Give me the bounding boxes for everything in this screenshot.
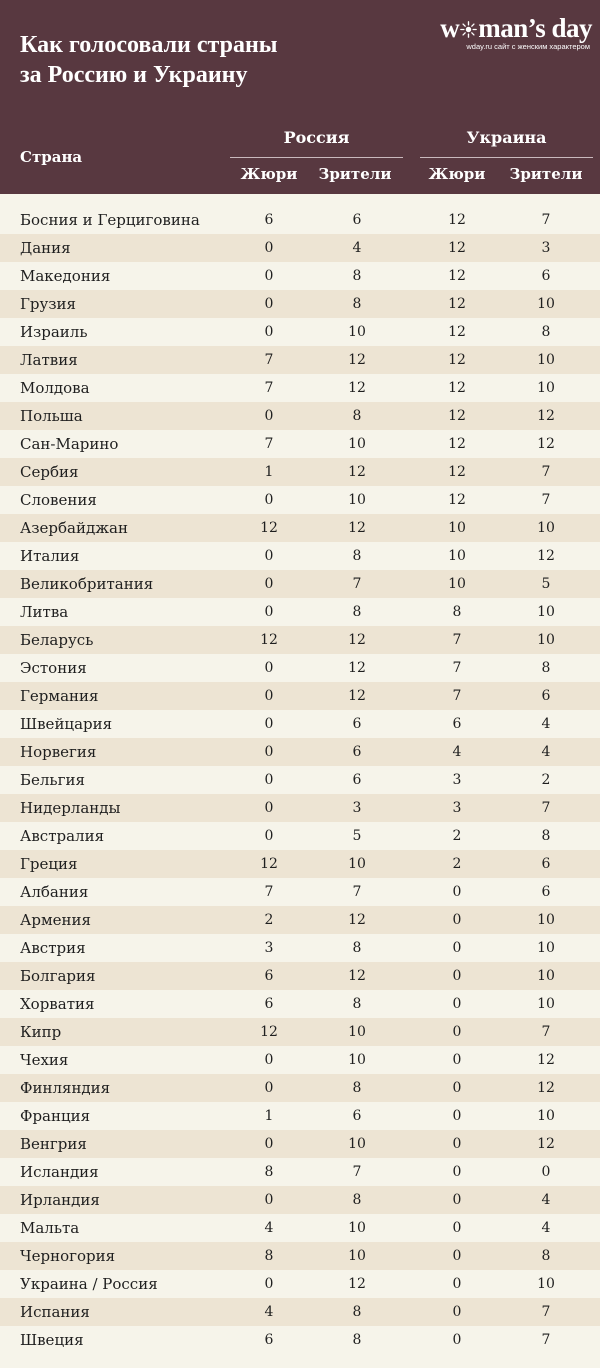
russia-viewers-cell: 8 <box>352 996 362 1012</box>
ukraine-jury-cell: 0 <box>452 1024 462 1040</box>
logo-text-start: w <box>440 13 460 43</box>
russia-viewers-cell: 12 <box>348 464 366 480</box>
russia-jury-cell: 7 <box>264 380 274 396</box>
ukraine-viewers-cell: 8 <box>541 324 551 340</box>
russia-jury-cell: 7 <box>264 884 274 900</box>
country-cell: Германия <box>20 687 99 705</box>
column-group-russia: Россия <box>283 128 350 147</box>
ukraine-jury-cell: 8 <box>452 604 462 620</box>
page-title <box>20 30 400 90</box>
table-row <box>0 1298 600 1326</box>
table-row <box>0 374 600 402</box>
ukraine-jury-cell: 12 <box>448 212 466 228</box>
ukraine-viewers-cell: 10 <box>537 380 555 396</box>
ukraine-viewers-cell: 4 <box>541 716 551 732</box>
ukraine-jury-cell: 7 <box>452 632 462 648</box>
russia-viewers-cell: 7 <box>352 884 362 900</box>
russia-viewers-cell: 12 <box>348 968 366 984</box>
russia-viewers-cell: 8 <box>352 1332 362 1348</box>
country-cell: Великобритания <box>20 575 154 593</box>
table-row <box>0 402 600 430</box>
table-row <box>0 822 600 850</box>
table-row <box>0 850 600 878</box>
table-row <box>0 1214 600 1242</box>
ukraine-jury-cell: 2 <box>452 828 462 844</box>
russia-jury-cell: 0 <box>264 1136 274 1152</box>
table-row <box>0 962 600 990</box>
ukraine-jury-cell: 12 <box>448 324 466 340</box>
russia-viewers-cell: 8 <box>352 940 362 956</box>
russia-jury-cell: 0 <box>264 492 274 508</box>
russia-jury-cell: 1 <box>264 1108 274 1124</box>
russia-viewers-cell: 8 <box>352 548 362 564</box>
country-cell: Греция <box>20 855 78 873</box>
logo-tagline: wday.ru сайт с женским характером <box>466 42 590 51</box>
russia-viewers-cell: 5 <box>352 828 362 844</box>
ukraine-viewers-cell: 7 <box>541 1304 551 1320</box>
ukraine-jury-cell: 0 <box>452 1332 462 1348</box>
womans-day-logo[interactable] <box>392 14 592 51</box>
country-cell: Испания <box>20 1303 90 1321</box>
russia-viewers-cell: 8 <box>352 604 362 620</box>
country-cell: Сербия <box>20 463 79 481</box>
russia-jury-cell: 12 <box>260 632 278 648</box>
table-row <box>0 794 600 822</box>
page-header <box>0 0 600 112</box>
russia-jury-cell: 0 <box>264 240 274 256</box>
russia-viewers-cell: 12 <box>348 352 366 368</box>
country-cell: Молдова <box>20 379 90 397</box>
country-cell: Исландия <box>20 1163 99 1181</box>
russia-jury-cell: 12 <box>260 1024 278 1040</box>
russia-viewers-cell: 6 <box>352 212 362 228</box>
russia-jury-cell: 1 <box>264 464 274 480</box>
ukraine-viewers-cell: 10 <box>537 520 555 536</box>
russia-viewers-cell: 10 <box>348 1220 366 1236</box>
table-row <box>0 710 600 738</box>
column-group-russia-divider <box>230 157 403 158</box>
ukraine-viewers-cell: 7 <box>541 464 551 480</box>
russia-jury-cell: 6 <box>264 212 274 228</box>
ukraine-jury-cell: 3 <box>452 800 462 816</box>
table-row <box>0 542 600 570</box>
ukraine-viewers-cell: 6 <box>541 268 551 284</box>
russia-jury-cell: 3 <box>264 940 274 956</box>
ukraine-jury-cell: 10 <box>448 548 466 564</box>
table-row <box>0 1270 600 1298</box>
ukraine-jury-cell: 0 <box>452 1108 462 1124</box>
table-row <box>0 766 600 794</box>
russia-jury-cell: 0 <box>264 268 274 284</box>
ukraine-viewers-cell: 8 <box>541 828 551 844</box>
country-cell: Босния и Герциговина <box>20 211 200 229</box>
russia-viewers-cell: 10 <box>348 436 366 452</box>
ukraine-viewers-cell: 10 <box>537 968 555 984</box>
country-cell: Хорватия <box>20 995 95 1013</box>
ukraine-jury-cell: 12 <box>448 436 466 452</box>
country-cell: Франция <box>20 1107 91 1125</box>
column-header-russia-viewers: Зрители <box>318 165 392 183</box>
ukraine-jury-cell: 12 <box>448 408 466 424</box>
ukraine-jury-cell: 0 <box>452 1080 462 1096</box>
table-row <box>0 290 600 318</box>
country-cell: Кипр <box>20 1023 62 1041</box>
ukraine-jury-cell: 10 <box>448 576 466 592</box>
ukraine-viewers-cell: 10 <box>537 1108 555 1124</box>
table-row <box>0 430 600 458</box>
russia-viewers-cell: 10 <box>348 492 366 508</box>
russia-viewers-cell: 12 <box>348 688 366 704</box>
russia-viewers-cell: 10 <box>348 324 366 340</box>
ukraine-viewers-cell: 10 <box>537 912 555 928</box>
sun-icon <box>460 21 477 38</box>
ukraine-viewers-cell: 10 <box>537 296 555 312</box>
ukraine-jury-cell: 0 <box>452 1136 462 1152</box>
country-cell: Словения <box>20 491 97 509</box>
russia-jury-cell: 8 <box>264 1164 274 1180</box>
column-header-ukraine-viewers: Зрители <box>509 165 583 183</box>
russia-jury-cell: 0 <box>264 800 274 816</box>
country-cell: Бельгия <box>20 771 85 789</box>
russia-viewers-cell: 8 <box>352 408 362 424</box>
ukraine-viewers-cell: 10 <box>537 604 555 620</box>
table-header <box>0 112 600 194</box>
ukraine-viewers-cell: 10 <box>537 632 555 648</box>
ukraine-viewers-cell: 12 <box>537 548 555 564</box>
logo-wordmark <box>392 14 592 42</box>
russia-jury-cell: 2 <box>264 912 274 928</box>
russia-viewers-cell: 6 <box>352 716 362 732</box>
column-header-ukraine-jury: Жюри <box>428 165 486 183</box>
table-row <box>0 682 600 710</box>
russia-viewers-cell: 3 <box>352 800 362 816</box>
russia-viewers-cell: 10 <box>348 1052 366 1068</box>
table-row <box>0 234 600 262</box>
table-row <box>0 346 600 374</box>
russia-jury-cell: 0 <box>264 1080 274 1096</box>
ukraine-jury-cell: 0 <box>452 996 462 1012</box>
ukraine-viewers-cell: 6 <box>541 688 551 704</box>
ukraine-viewers-cell: 7 <box>541 212 551 228</box>
russia-viewers-cell: 12 <box>348 912 366 928</box>
table-row <box>0 626 600 654</box>
russia-jury-cell: 7 <box>264 436 274 452</box>
ukraine-jury-cell: 12 <box>448 240 466 256</box>
column-header-russia-jury: Жюри <box>240 165 298 183</box>
ukraine-jury-cell: 0 <box>452 1276 462 1292</box>
ukraine-viewers-cell: 12 <box>537 1080 555 1096</box>
russia-jury-cell: 6 <box>264 968 274 984</box>
russia-viewers-cell: 12 <box>348 380 366 396</box>
table-row <box>0 1018 600 1046</box>
country-cell: Грузия <box>20 295 77 313</box>
russia-jury-cell: 0 <box>264 1052 274 1068</box>
ukraine-jury-cell: 0 <box>452 1248 462 1264</box>
ukraine-jury-cell: 0 <box>452 1304 462 1320</box>
ukraine-jury-cell: 12 <box>448 380 466 396</box>
table-row <box>0 654 600 682</box>
table-row <box>0 990 600 1018</box>
russia-jury-cell: 8 <box>264 1248 274 1264</box>
table-row <box>0 934 600 962</box>
ukraine-viewers-cell: 12 <box>537 1052 555 1068</box>
country-cell: Сан-Марино <box>20 435 119 453</box>
table-row <box>0 738 600 766</box>
ukraine-jury-cell: 12 <box>448 464 466 480</box>
ukraine-jury-cell: 12 <box>448 296 466 312</box>
russia-jury-cell: 0 <box>264 548 274 564</box>
ukraine-jury-cell: 0 <box>452 1220 462 1236</box>
ukraine-jury-cell: 4 <box>452 744 462 760</box>
column-group-ukraine-divider <box>420 157 593 158</box>
russia-viewers-cell: 6 <box>352 772 362 788</box>
ukraine-viewers-cell: 10 <box>537 352 555 368</box>
russia-viewers-cell: 7 <box>352 576 362 592</box>
ukraine-jury-cell: 0 <box>452 968 462 984</box>
russia-jury-cell: 0 <box>264 660 274 676</box>
ukraine-jury-cell: 0 <box>452 940 462 956</box>
country-cell: Австрия <box>20 939 86 957</box>
country-cell: Венгрия <box>20 1135 87 1153</box>
ukraine-viewers-cell: 8 <box>541 660 551 676</box>
ukraine-viewers-cell: 0 <box>541 1164 551 1180</box>
ukraine-viewers-cell: 6 <box>541 856 551 872</box>
russia-jury-cell: 6 <box>264 1332 274 1348</box>
ukraine-viewers-cell: 12 <box>537 436 555 452</box>
table-row <box>0 206 600 234</box>
country-cell: Мальта <box>20 1219 80 1237</box>
russia-jury-cell: 0 <box>264 828 274 844</box>
table-row <box>0 1102 600 1130</box>
ukraine-jury-cell: 7 <box>452 660 462 676</box>
country-cell: Эстония <box>20 659 87 677</box>
russia-jury-cell: 7 <box>264 352 274 368</box>
table-row <box>0 906 600 934</box>
russia-viewers-cell: 8 <box>352 1192 362 1208</box>
country-cell: Албания <box>20 883 89 901</box>
ukraine-jury-cell: 7 <box>452 688 462 704</box>
ukraine-viewers-cell: 7 <box>541 1024 551 1040</box>
column-group-ukraine: Украина <box>466 128 547 147</box>
ukraine-jury-cell: 0 <box>452 1192 462 1208</box>
country-cell: Азербайджан <box>20 519 128 537</box>
russia-viewers-cell: 10 <box>348 1136 366 1152</box>
country-cell: Дания <box>20 239 71 257</box>
table-row <box>0 1326 600 1354</box>
country-cell: Швейцария <box>20 715 113 733</box>
russia-viewers-cell: 12 <box>348 1276 366 1292</box>
country-cell: Ирландия <box>20 1191 100 1209</box>
table-row <box>0 514 600 542</box>
ukraine-jury-cell: 0 <box>452 884 462 900</box>
country-cell: Италия <box>20 547 80 565</box>
country-cell: Украина / Россия <box>20 1275 158 1293</box>
ukraine-viewers-cell: 10 <box>537 996 555 1012</box>
ukraine-jury-cell: 0 <box>452 1164 462 1180</box>
russia-viewers-cell: 12 <box>348 520 366 536</box>
country-cell: Финляндия <box>20 1079 111 1097</box>
ukraine-viewers-cell: 4 <box>541 1220 551 1236</box>
ukraine-jury-cell: 10 <box>448 520 466 536</box>
russia-jury-cell: 12 <box>260 520 278 536</box>
page-title-line-1: Как голосовали страны <box>20 32 278 58</box>
russia-viewers-cell: 8 <box>352 1080 362 1096</box>
russia-jury-cell: 0 <box>264 716 274 732</box>
russia-jury-cell: 4 <box>264 1220 274 1236</box>
ukraine-jury-cell: 12 <box>448 268 466 284</box>
country-cell: Черногория <box>20 1247 116 1265</box>
table-row <box>0 262 600 290</box>
country-cell: Польша <box>20 407 83 425</box>
ukraine-jury-cell: 2 <box>452 856 462 872</box>
table-row <box>0 1046 600 1074</box>
country-cell: Австралия <box>20 827 105 845</box>
russia-jury-cell: 0 <box>264 1276 274 1292</box>
column-header-country: Страна <box>20 148 83 166</box>
russia-jury-cell: 0 <box>264 688 274 704</box>
russia-viewers-cell: 4 <box>352 240 362 256</box>
country-cell: Армения <box>20 911 91 929</box>
ukraine-viewers-cell: 10 <box>537 940 555 956</box>
russia-viewers-cell: 12 <box>348 660 366 676</box>
ukraine-viewers-cell: 6 <box>541 884 551 900</box>
ukraine-jury-cell: 0 <box>452 912 462 928</box>
ukraine-viewers-cell: 7 <box>541 1332 551 1348</box>
table-row <box>0 1186 600 1214</box>
country-cell: Латвия <box>20 351 78 369</box>
russia-jury-cell: 0 <box>264 324 274 340</box>
ukraine-viewers-cell: 2 <box>541 772 551 788</box>
russia-jury-cell: 4 <box>264 1304 274 1320</box>
russia-jury-cell: 12 <box>260 856 278 872</box>
country-cell: Нидерланды <box>20 799 121 817</box>
table-row <box>0 570 600 598</box>
russia-viewers-cell: 8 <box>352 296 362 312</box>
table-row <box>0 878 600 906</box>
russia-jury-cell: 0 <box>264 1192 274 1208</box>
ukraine-viewers-cell: 4 <box>541 1192 551 1208</box>
russia-viewers-cell: 10 <box>348 856 366 872</box>
country-cell: Беларусь <box>20 631 94 649</box>
country-cell: Литва <box>20 603 69 621</box>
ukraine-viewers-cell: 8 <box>541 1248 551 1264</box>
russia-jury-cell: 0 <box>264 744 274 760</box>
russia-viewers-cell: 10 <box>348 1248 366 1264</box>
ukraine-jury-cell: 0 <box>452 1052 462 1068</box>
ukraine-viewers-cell: 4 <box>541 744 551 760</box>
russia-jury-cell: 0 <box>264 604 274 620</box>
russia-viewers-cell: 8 <box>352 268 362 284</box>
russia-jury-cell: 0 <box>264 576 274 592</box>
russia-viewers-cell: 10 <box>348 1024 366 1040</box>
russia-viewers-cell: 6 <box>352 744 362 760</box>
country-cell: Болгария <box>20 967 96 985</box>
russia-jury-cell: 0 <box>264 772 274 788</box>
table-row <box>0 1158 600 1186</box>
ukraine-viewers-cell: 7 <box>541 492 551 508</box>
country-cell: Македония <box>20 267 111 285</box>
russia-jury-cell: 0 <box>264 296 274 312</box>
page-title-line-2: за Россию и Украину <box>20 62 248 88</box>
russia-viewers-cell: 12 <box>348 632 366 648</box>
ukraine-jury-cell: 12 <box>448 352 466 368</box>
table-row <box>0 1074 600 1102</box>
ukraine-viewers-cell: 3 <box>541 240 551 256</box>
ukraine-jury-cell: 12 <box>448 492 466 508</box>
ukraine-jury-cell: 6 <box>452 716 462 732</box>
table-row <box>0 598 600 626</box>
table-row <box>0 1130 600 1158</box>
table-row <box>0 318 600 346</box>
table-row <box>0 486 600 514</box>
country-cell: Израиль <box>20 323 88 341</box>
russia-viewers-cell: 8 <box>352 1304 362 1320</box>
country-cell: Чехия <box>20 1051 69 1069</box>
logo-text-end: man’s day <box>478 13 592 43</box>
russia-jury-cell: 0 <box>264 408 274 424</box>
ukraine-jury-cell: 3 <box>452 772 462 788</box>
ukraine-viewers-cell: 12 <box>537 408 555 424</box>
ukraine-viewers-cell: 10 <box>537 1276 555 1292</box>
russia-jury-cell: 6 <box>264 996 274 1012</box>
country-cell: Норвегия <box>20 743 97 761</box>
ukraine-viewers-cell: 12 <box>537 1136 555 1152</box>
country-cell: Швеция <box>20 1331 84 1349</box>
table-row <box>0 1242 600 1270</box>
table-body <box>0 206 600 1354</box>
ukraine-viewers-cell: 5 <box>541 576 551 592</box>
russia-viewers-cell: 7 <box>352 1164 362 1180</box>
ukraine-viewers-cell: 7 <box>541 800 551 816</box>
russia-viewers-cell: 6 <box>352 1108 362 1124</box>
table-row <box>0 458 600 486</box>
